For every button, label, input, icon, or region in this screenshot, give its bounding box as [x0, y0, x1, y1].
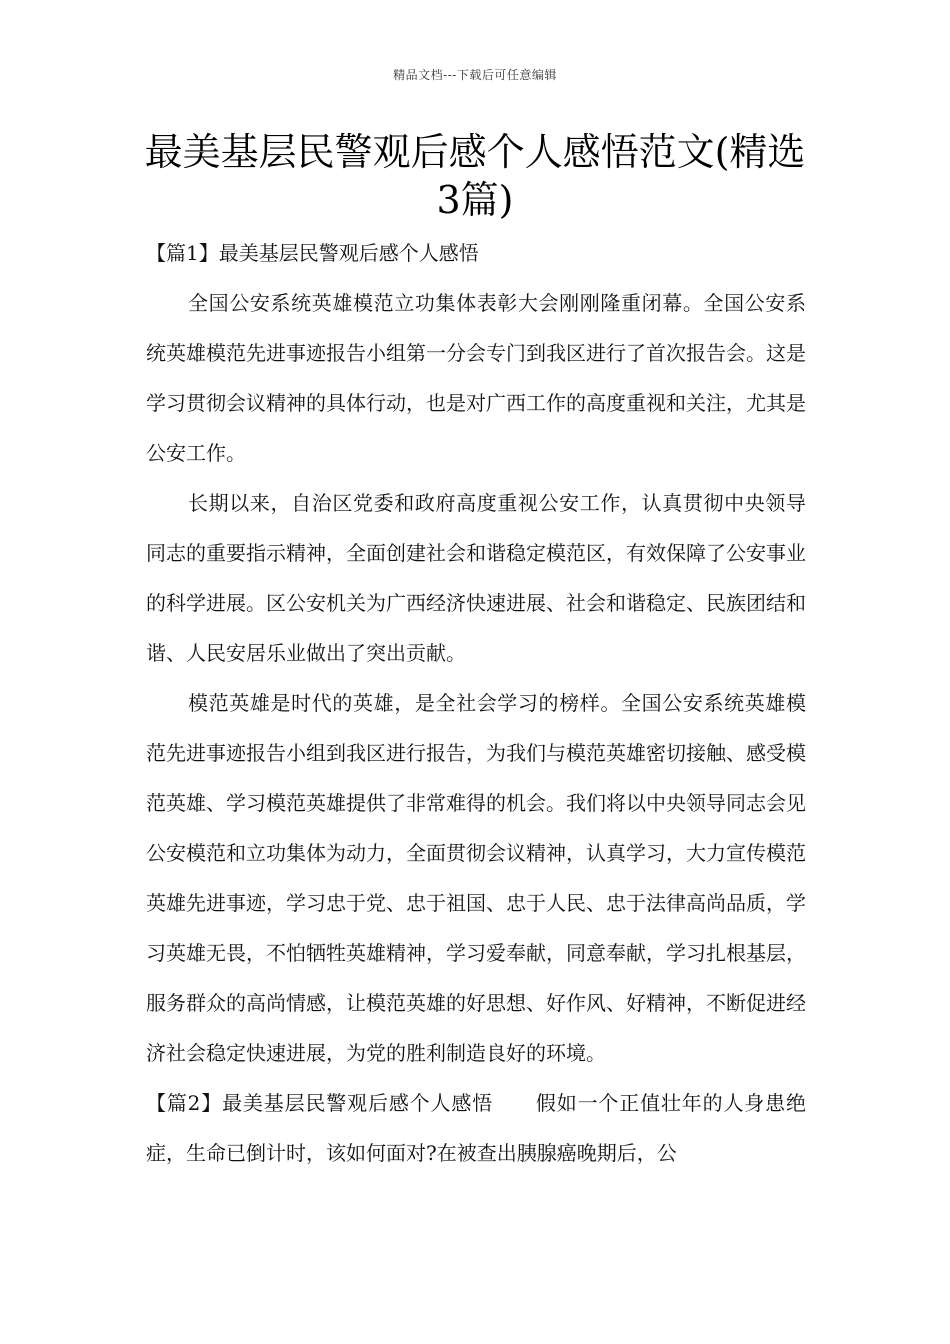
section-2-paragraph	[146, 1078, 806, 1178]
section-1-heading: 【篇1】最美基层民警观后感个人感悟	[146, 241, 479, 265]
document-title: 最美基层民警观后感个人感悟范文(精选3篇)	[144, 130, 806, 222]
document-body	[146, 228, 806, 1178]
section-1-paragraph-1: 全国公安系统英雄模范立功集体表彰大会刚刚隆重闭幕。全国公安系统英雄模范先进事迹报告小组第一分会专门到我区进行了首次报告会。这是学习贯彻会议精神的具体行动，也是对广西工作的高度重视和关注，尤其是公安工作。	[146, 291, 806, 465]
section-2-heading: 【篇2】最美基层民警观后感个人感悟	[146, 1091, 494, 1115]
section-1-paragraph-3: 模范英雄是时代的英雄，是全社会学习的榜样。全国公安系统英雄模范先进事迹报告小组到我区进行报告，为我们与模范英雄密切接触、感受模范英雄、学习模范英雄提供了非常难得的机会。我们将以中央领导同志会见公安模范和立功集体为动力，全面贯彻会议精神，认真学习，大力宣传模范英雄先进事迹，学习忠于党、忠于祖国、忠于人民、忠于法律高尚品质，学习英雄无畏，不怕牺牲英雄精神，学习爱奉献，同意奉献，学习扎根基层，服务群众的高尚情感，让模范英雄的好思想、好作风、好精神，不断促进经济社会稳定快速进展，为党的胜利制造良好的环境。	[146, 691, 806, 1065]
section-2-text: 假如一个正值壮年的人身患绝症，生命已倒计时，该如何面对?在被查出胰腺癌晚期后，公	[146, 1091, 806, 1165]
section-1-paragraph-2: 长期以来，自治区党委和政府高度重视公安工作，认真贯彻中央领导同志的重要指示精神，全面创建社会和谐稳定模范区，有效保障了公安事业的科学进展。区公安机关为广西经济快速进展、社会和谐稳定、民族团结和谐、人民安居乐业做出了突出贡献。	[146, 491, 806, 665]
header-note: 精品文档---下载后可任意编辑	[393, 68, 557, 82]
